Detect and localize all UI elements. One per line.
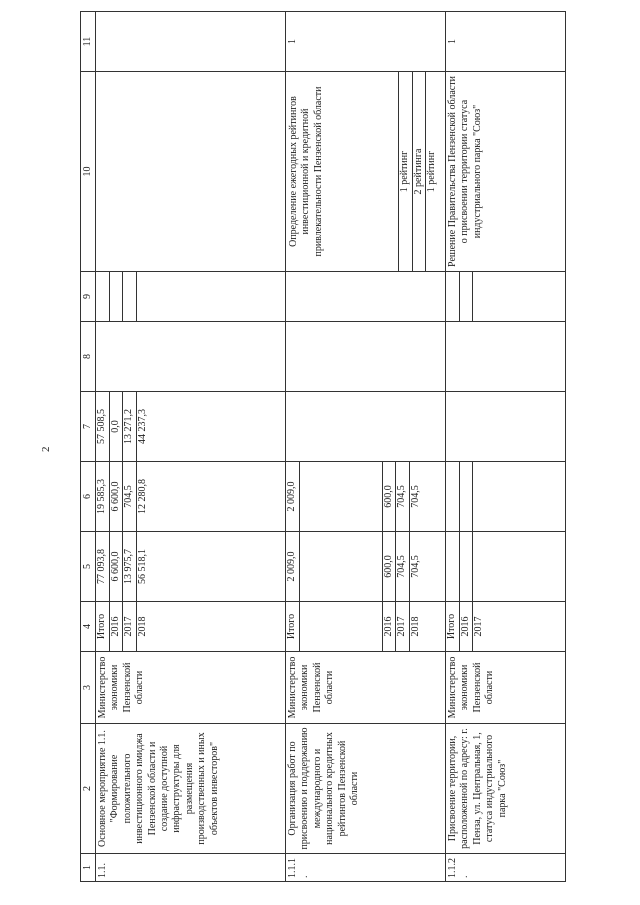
amount: 6 600,0 (110, 462, 124, 531)
total-funding-cell (96, 532, 286, 602)
empty-line (137, 272, 150, 321)
federal-budget-cell (286, 392, 446, 462)
col-header-9: 9 (81, 272, 96, 322)
years-cell (286, 602, 446, 652)
empty-line (460, 532, 474, 601)
col-header-4: 4 (81, 602, 96, 652)
col8-cell (286, 322, 446, 392)
table-row (286, 12, 446, 882)
col-header-7: 7 (81, 392, 96, 462)
empty-line (110, 272, 124, 321)
year: Итого (96, 602, 110, 651)
col9-cell (446, 272, 566, 322)
col8-cell (446, 322, 566, 392)
year: 2016 (110, 602, 124, 651)
federal-budget-cell (96, 392, 286, 462)
regional-budget-cell (286, 462, 446, 532)
col8-cell (96, 322, 286, 392)
col11-cell: 1 (286, 12, 446, 72)
empty-line (473, 462, 486, 531)
amount: 600,0 (383, 462, 397, 531)
year: Итого (286, 602, 300, 651)
executor: Министерство экономики Пензенской области (96, 652, 286, 724)
spacer (300, 462, 383, 531)
regional-budget-cell (96, 462, 286, 532)
col11-cell (96, 12, 286, 72)
col-header-6: 6 (81, 462, 96, 532)
amount: 44 237,3 (136, 409, 148, 444)
row-number: 1.1.2. (446, 854, 566, 882)
regional-budget-cell (446, 462, 566, 532)
indicator-cell: Решение Правительства Пензенской области о присвоении территории статуса индустриального парка "Союз" (446, 72, 566, 272)
indicator-cell (96, 72, 286, 272)
table-row (446, 12, 566, 882)
total-funding-cell (286, 532, 446, 602)
amount: 13 271,2 (123, 392, 137, 461)
amount: 704,5 (396, 532, 410, 601)
measure-name: Основное мероприятие 1.1. "Формирование положительного инвестиционного имиджа Пензенской области и создание доступной инфраструктуры для размещения производственных и иных объектов инвесторов" (96, 724, 286, 854)
amount: 704,5 (409, 555, 421, 578)
spacer (300, 602, 383, 651)
amount: 77 093,8 (96, 532, 110, 601)
amount: 600,0 (383, 532, 397, 601)
total-funding-cell (446, 532, 566, 602)
empty-line (460, 272, 474, 321)
measures-table (80, 11, 566, 882)
col9-cell (286, 272, 446, 322)
indicator-value: 2 рейтинга (413, 72, 427, 271)
years-cell (446, 602, 566, 652)
amount: 704,5 (123, 462, 137, 531)
rotated-table-container (80, 22, 580, 882)
empty-line (473, 272, 486, 321)
measure-name: Организация работ по присвоению и поддержанию международного и национального кредитных рейтингов Пензенской области (286, 724, 446, 854)
col9-cell (96, 272, 286, 322)
year: Итого (446, 602, 460, 651)
col-header-2: 2 (81, 724, 96, 854)
executor: Министерство экономики Пензенской области (286, 652, 446, 724)
amount: 57 508,5 (96, 392, 110, 461)
year: 2017 (396, 602, 410, 651)
executor: Министерство экономики Пензенской области (446, 652, 566, 724)
measure-name: Присвоение территории, расположенной по адресу: г. Пенза, ул. Центральная, 1, статуса индустриального парка "Союз" (446, 724, 566, 854)
year: 2016 (383, 602, 397, 651)
empty-line (446, 272, 460, 321)
spacer (300, 532, 383, 601)
year: 2016 (460, 602, 474, 651)
indicator-value: 1 рейтинг (426, 150, 438, 193)
header-row (81, 12, 96, 882)
empty-line (96, 272, 110, 321)
col-header-10: 10 (81, 72, 96, 272)
amount: 19 585,3 (96, 462, 110, 531)
col-header-1: 1 (81, 854, 96, 882)
col-header-3: 3 (81, 652, 96, 724)
table-row (96, 12, 286, 882)
col11-cell: 1 (446, 12, 566, 72)
amount: 2 009,0 (286, 532, 300, 601)
empty-line (123, 272, 137, 321)
col-header-8: 8 (81, 322, 96, 392)
col-header-5: 5 (81, 532, 96, 602)
year: 2018 (136, 616, 148, 637)
empty-line (446, 532, 460, 601)
amount: 12 280,8 (136, 479, 148, 514)
amount: 56 518,1 (136, 549, 148, 584)
amount: 13 975,7 (123, 532, 137, 601)
indicator-text: Определение ежегодных рейтингов инвестиционной и кредитной привлекательности Пензенской области (288, 86, 324, 257)
years-cell (96, 602, 286, 652)
empty-line (460, 462, 474, 531)
amount: 0,0 (110, 392, 124, 461)
amount: 704,5 (409, 485, 421, 508)
year: 2017 (473, 616, 485, 637)
page-number: 2 (40, 446, 52, 452)
col-header-11: 11 (81, 12, 96, 72)
row-number: 1.1. (96, 854, 286, 882)
empty-line (446, 462, 460, 531)
amount: 704,5 (396, 462, 410, 531)
indicator-cell (286, 72, 446, 272)
row-number: 1.1.1. (286, 854, 446, 882)
year: 2017 (123, 602, 137, 651)
indicator-value: 1 рейтинг (399, 72, 413, 271)
amount: 2 009,0 (286, 462, 300, 531)
federal-budget-cell (446, 392, 566, 462)
amount: 6 600,0 (110, 532, 124, 601)
year: 2018 (409, 616, 421, 637)
empty-line (473, 532, 486, 601)
